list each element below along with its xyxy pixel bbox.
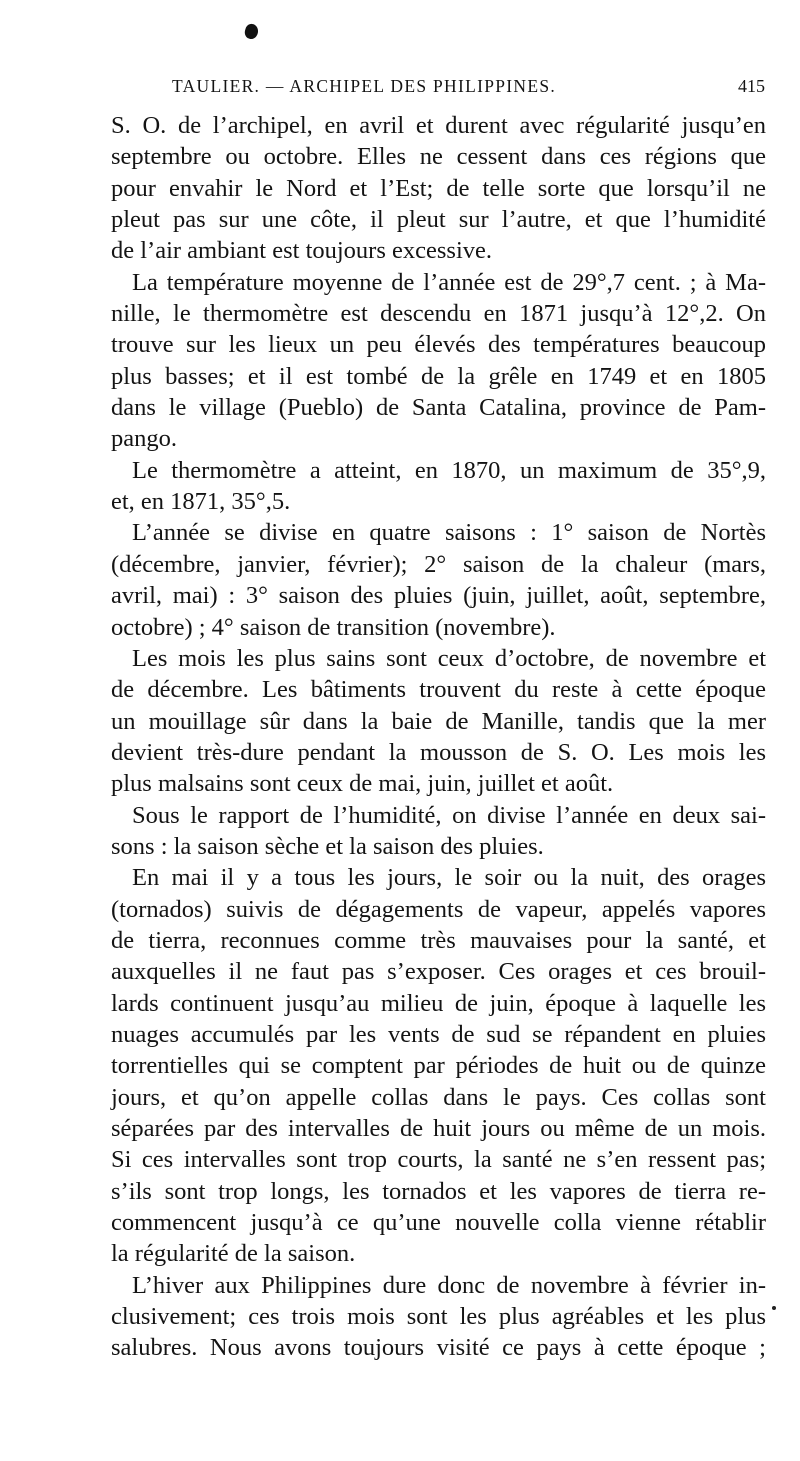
text-line: plus basses; et il est tombé de la grêle en 1749 et en 1805 (111, 362, 766, 390)
text-line: lards continuent jusqu’au milieu de juin, époque à laquelle les (111, 989, 766, 1017)
text-line: un mouillage sûr dans la baie de Manille, tandis que la mer (111, 707, 766, 735)
running-header (0, 72, 800, 98)
text-line: nuages accumulés par les vents de sud se répandent en pluies (111, 1020, 766, 1048)
text-line: commencent jusqu’à ce qu’une nouvelle colla vienne rétablir (111, 1209, 766, 1237)
text-line: S. O. de l’archipel, en avril et durent avec régularité jusqu’en (111, 112, 766, 139)
text-line: L’hiver aux Philippines dure donc de novembre à février in- (132, 1271, 766, 1299)
page-number: 415 (738, 76, 765, 96)
text-line: pango. (111, 425, 177, 453)
text-line: dans le village (Pueblo) de Santa Catalina, province de Pam- (111, 394, 766, 422)
text-line: de tierra, reconnues comme très mauvaises pour la santé, et (111, 926, 766, 954)
text-line: la régularité de la saison. (111, 1240, 356, 1268)
margin-dot-mark (772, 1306, 776, 1310)
text-line: L’année se divise en quatre saisons : 1° saison de Nortès (132, 519, 766, 547)
text-line: de l’air ambiant est toujours excessive. (111, 237, 492, 265)
text-line: Si ces intervalles sont trop courts, la santé ne s’en ressent pas; (111, 1146, 766, 1174)
text-line: septembre ou octobre. Elles ne cessent dans ces régions que (111, 143, 766, 171)
text-line: trouve sur les lieux un peu élevés des températures beaucoup (111, 331, 766, 359)
text-line: de décembre. Les bâtiments trouvent du reste à cette époque (111, 676, 766, 704)
text-line: avril, mai) : 3° saison des pluies (juin, juillet, août, septembre, (111, 582, 766, 610)
text-line: Le thermomètre a atteint, en 1870, un maximum de 35°,9, (132, 456, 766, 484)
text-line: (tornados) suivis de dégagements de vapeur, appelés vapores (111, 895, 766, 923)
text-line: nille, le thermomètre est descendu en 1871 jusqu’à 12°,2. On (111, 300, 766, 328)
text-line: La température moyenne de l’année est de 29°,7 cent. ; à Ma- (132, 268, 766, 296)
running-title: TAULIER. — ARCHIPEL DES PHILIPPINES. (172, 76, 557, 96)
text-line: salubres. Nous avons toujours visité ce pays à cette époque ; (111, 1334, 766, 1362)
text-line: octobre) ; 4° saison de transition (novembre). (111, 613, 556, 641)
text-line: s’ils sont trop longs, les tornados et les vapores de tierra re- (111, 1177, 766, 1205)
text-line: et, en 1871, 35°,5. (111, 488, 291, 516)
text-line: torrentielles qui se comptent par périodes de huit ou de quinze (111, 1052, 766, 1080)
body-text (111, 110, 766, 1364)
text-line: séparées par des intervalles de huit jours ou même de un mois. (111, 1115, 766, 1142)
text-line: sons : la saison sèche et la saison des pluies. (111, 832, 544, 860)
text-line: auxquelles il ne faut pas s’exposer. Ces orages et ces brouil- (111, 958, 766, 986)
text-line: jours, et qu’on appelle collas dans le pays. Ces collas sont (111, 1083, 766, 1111)
text-line: pleut pas sur une côte, il pleut sur l’autre, et que l’humidité (111, 206, 766, 234)
text-line: pour envahir le Nord et l’Est; de telle sorte que lorsqu’il ne (111, 174, 766, 202)
ink-blot-mark (243, 22, 260, 40)
text-line: devient très-dure pendant la mousson de S. O. Les mois les (111, 738, 766, 766)
text-line: (décembre, janvier, février); 2° saison de la chaleur (mars, (111, 550, 766, 578)
text-line: plus malsains sont ceux de mai, juin, juillet et août. (111, 770, 614, 798)
text-line: Les mois les plus sains sont ceux d’octobre, de novembre et (132, 644, 766, 672)
text-line: clusivement; ces trois mois sont les plus agréables et les plus (111, 1303, 766, 1331)
text-line: En mai il y a tous les jours, le soir ou la nuit, des orages (132, 864, 766, 892)
text-line: Sous le rapport de l’humidité, on divise l’année en deux sai- (132, 801, 766, 829)
